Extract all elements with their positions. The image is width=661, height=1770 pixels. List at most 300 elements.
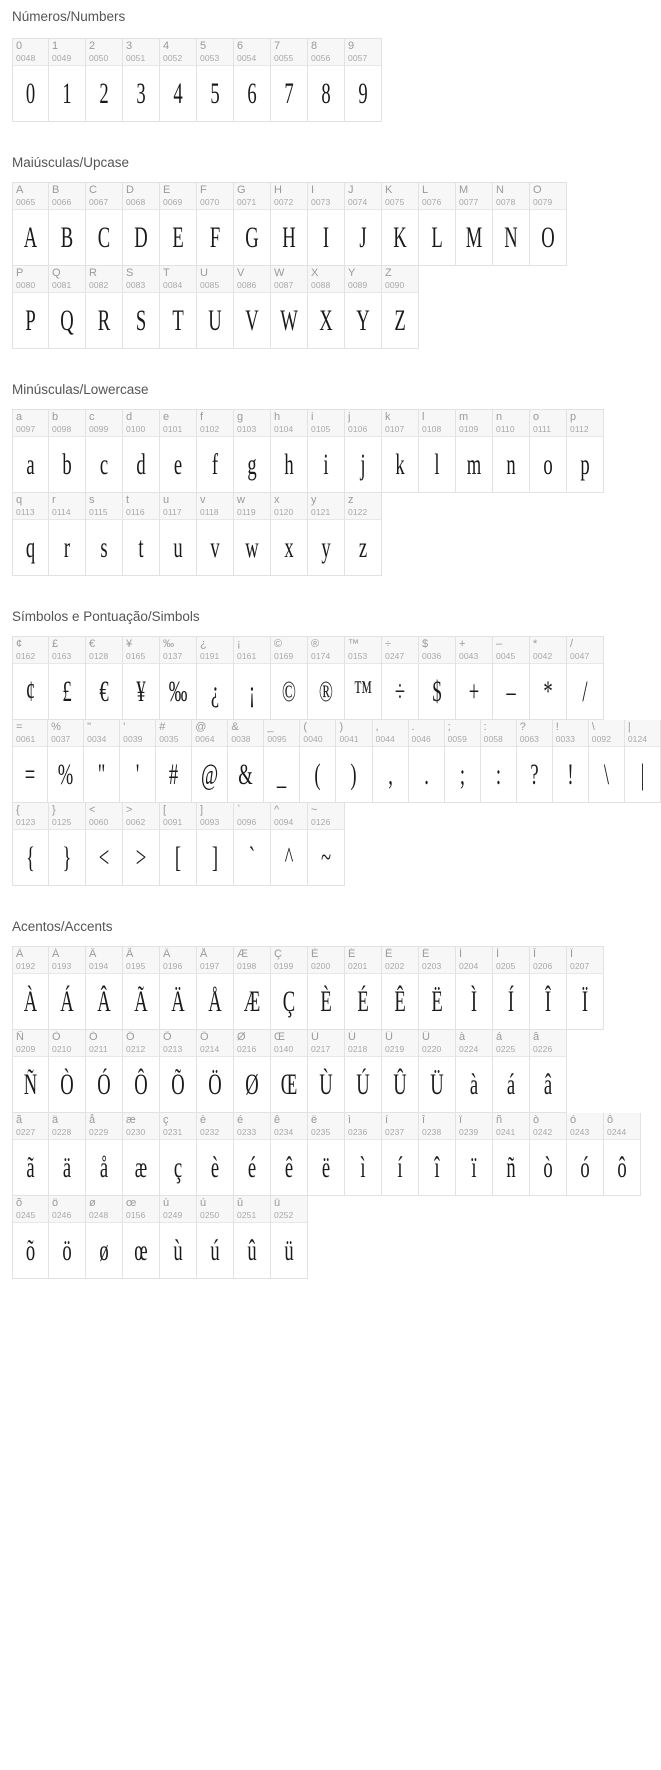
glyph-character-label: _ [267, 721, 274, 733]
glyph-preview: c [99, 447, 109, 481]
glyph-cell[interactable] [308, 803, 345, 886]
glyph-character-label: ¢ [16, 638, 23, 650]
glyph-cell-header [345, 410, 381, 437]
glyph-cell[interactable] [12, 1030, 49, 1113]
glyph-cell[interactable] [197, 1196, 234, 1279]
glyph-cell[interactable] [160, 38, 197, 122]
glyph-cell-header [553, 720, 588, 747]
glyph-cell[interactable] [567, 636, 604, 720]
glyph-cell[interactable] [234, 1113, 271, 1196]
glyph-cell-header [160, 1196, 196, 1223]
glyph-cell[interactable] [49, 409, 86, 493]
glyph-cell-header [456, 410, 492, 437]
glyph-cell[interactable] [234, 636, 271, 720]
glyph-preview: " [97, 757, 106, 791]
glyph-code-label: 0117 [163, 507, 182, 517]
glyph-code-label: 0084 [163, 280, 183, 290]
glyph-code-label: 0053 [200, 53, 220, 63]
glyph-code-label: 0236 [348, 1127, 368, 1137]
glyph-preview: E [172, 220, 184, 254]
glyph-code-label: 0124 [627, 734, 648, 744]
glyph-cell-header [493, 637, 529, 664]
glyph-preview: Å [208, 984, 222, 1018]
glyph-cell[interactable] [197, 493, 234, 576]
glyph-preview: [ [174, 840, 182, 874]
glyph-code-label: 0102 [200, 424, 220, 434]
glyph-cell[interactable] [86, 493, 123, 576]
glyph-cell[interactable] [197, 946, 234, 1030]
glyph-cell[interactable] [345, 493, 382, 576]
glyph-character-label: x [274, 494, 280, 506]
glyph-cell[interactable] [419, 182, 456, 266]
glyph-grid [0, 938, 661, 1279]
glyph-cell[interactable] [123, 636, 160, 720]
glyph-cell[interactable] [160, 266, 197, 349]
glyph-cell[interactable] [86, 1030, 123, 1113]
glyph-cell[interactable] [271, 38, 308, 122]
glyph-character-label: C [89, 184, 97, 196]
glyph-cell[interactable] [123, 409, 160, 493]
glyph-code-label: 0057 [348, 53, 368, 63]
glyph-preview: ; [459, 757, 465, 791]
glyph-code-label: 0128 [89, 651, 109, 661]
glyph-cell[interactable] [123, 1113, 160, 1196]
glyph-character-label: p [570, 411, 577, 423]
glyph-preview: o [543, 447, 553, 481]
glyph-cell[interactable] [197, 636, 234, 720]
glyph-cell[interactable] [12, 493, 49, 576]
glyph-cell[interactable] [456, 182, 493, 266]
glyph-cell-header [86, 1196, 122, 1223]
glyph-cell[interactable] [12, 1196, 49, 1279]
glyph-cell-header [625, 720, 660, 747]
glyph-cell[interactable] [120, 720, 156, 803]
glyph-cell[interactable] [234, 946, 271, 1030]
glyph-cell[interactable] [234, 493, 271, 576]
glyph-preview: ü [284, 1233, 294, 1267]
glyph-cell[interactable] [192, 720, 228, 803]
glyph-cell[interactable] [382, 946, 419, 1030]
glyph-code-label: 0099 [89, 424, 109, 434]
glyph-cell[interactable] [49, 266, 86, 349]
glyph-preview: r [63, 530, 71, 564]
glyph-section [0, 886, 661, 1279]
section-spacer [0, 349, 661, 379]
glyph-preview: { [26, 840, 35, 874]
glyph-character-label: o [533, 411, 540, 423]
glyph-character-label: A [16, 184, 24, 196]
glyph-preview: É [357, 984, 369, 1018]
glyph-character-label: 2 [89, 40, 96, 52]
glyph-character-label: Ü [422, 1031, 430, 1043]
glyph-cell[interactable] [382, 636, 419, 720]
glyph-cell[interactable] [271, 409, 308, 493]
glyph-cell[interactable] [49, 946, 86, 1030]
glyph-cell[interactable] [123, 182, 160, 266]
glyph-cell[interactable] [234, 409, 271, 493]
glyph-character-label: œ [126, 1197, 137, 1209]
glyph-preview: ] [211, 840, 219, 874]
glyph-cell-header [160, 1030, 196, 1057]
glyph-character-label: } [52, 804, 56, 816]
glyph-character-label: Ë [422, 948, 430, 960]
glyph-cell[interactable] [308, 1030, 345, 1113]
glyph-cell[interactable] [382, 1113, 419, 1196]
glyph-cell[interactable] [86, 38, 123, 122]
glyph-preview: ¿ [210, 674, 220, 708]
glyph-code-label: 0077 [459, 197, 479, 207]
glyph-code-label: 0034 [87, 734, 107, 744]
glyph-code-label: 0122 [348, 507, 368, 517]
glyph-cell[interactable] [271, 1196, 308, 1279]
glyph-cell-header [530, 1030, 566, 1057]
glyph-cell-header [271, 493, 307, 520]
glyph-cell-header [271, 1030, 307, 1057]
glyph-preview: ( [314, 757, 322, 791]
glyph-cell[interactable] [86, 1196, 123, 1279]
glyph-cell[interactable] [271, 803, 308, 886]
glyph-character-label: z [348, 494, 354, 506]
glyph-code-label: 0088 [311, 280, 331, 290]
glyph-preview: Á [60, 984, 74, 1018]
glyph-character-label: 5 [200, 40, 207, 52]
glyph-cell[interactable] [197, 182, 234, 266]
glyph-cell[interactable] [308, 38, 345, 122]
glyph-cell-header [123, 803, 159, 830]
glyph-character-label: 8 [311, 40, 318, 52]
glyph-cell[interactable] [271, 182, 308, 266]
glyph-cell[interactable] [589, 720, 625, 803]
glyph-cell[interactable] [567, 409, 604, 493]
glyph-preview: ê [284, 1150, 294, 1184]
glyph-cell[interactable] [48, 720, 84, 803]
glyph-cell[interactable] [49, 1030, 86, 1113]
glyph-cell[interactable] [84, 720, 120, 803]
glyph-cell[interactable] [308, 1113, 345, 1196]
glyph-cell[interactable] [86, 636, 123, 720]
glyph-code-label: 0219 [385, 1044, 405, 1054]
glyph-character-label: c [89, 411, 95, 423]
glyph-cell[interactable] [345, 1030, 382, 1113]
glyph-cell[interactable] [345, 182, 382, 266]
glyph-cell[interactable] [308, 946, 345, 1030]
glyph-cell[interactable] [12, 636, 49, 720]
glyph-cell[interactable] [197, 38, 234, 122]
glyph-cell[interactable] [553, 720, 589, 803]
glyph-cell-header [445, 720, 480, 747]
glyph-cell[interactable] [530, 1030, 567, 1113]
glyph-cell[interactable] [300, 720, 336, 803]
glyph-character-label: 1 [52, 40, 59, 52]
glyph-cell[interactable] [530, 1113, 567, 1196]
glyph-character-label: T [163, 267, 170, 279]
glyph-character-label: ) [339, 721, 344, 733]
glyph-cell[interactable] [49, 803, 86, 886]
glyph-cell[interactable] [456, 1030, 493, 1113]
glyph-row [12, 636, 661, 720]
glyph-cell[interactable] [271, 1113, 308, 1196]
glyph-cell[interactable] [86, 803, 123, 886]
glyph-cell-header [271, 803, 307, 830]
glyph-cell[interactable] [308, 266, 345, 349]
glyph-preview: | [640, 757, 645, 791]
glyph-cell[interactable] [49, 636, 86, 720]
glyph-cell[interactable] [604, 1113, 641, 1196]
glyph-cell-header [456, 947, 492, 974]
section-title: Números/Numbers [12, 9, 126, 25]
glyph-cell[interactable] [373, 720, 409, 803]
glyph-character-label: Ç [274, 948, 282, 960]
glyph-cell[interactable] [49, 493, 86, 576]
glyph-cell[interactable] [160, 1196, 197, 1279]
glyph-preview: – [506, 674, 516, 708]
glyph-cell[interactable] [234, 1196, 271, 1279]
glyph-cell[interactable] [456, 636, 493, 720]
glyph-cell[interactable] [481, 720, 517, 803]
glyph-cell-header [197, 803, 233, 830]
glyph-cell[interactable] [123, 1030, 160, 1113]
glyph-cell[interactable] [419, 1030, 456, 1113]
glyph-cell[interactable] [234, 182, 271, 266]
glyph-cell[interactable] [160, 803, 197, 886]
glyph-cell[interactable] [493, 1030, 530, 1113]
glyph-character-label: D [126, 184, 134, 196]
glyph-cell-header [234, 1030, 270, 1057]
glyph-cell[interactable] [530, 946, 567, 1030]
glyph-cell[interactable] [382, 266, 419, 349]
glyph-cell[interactable] [156, 720, 192, 803]
glyph-cell[interactable] [49, 1113, 86, 1196]
glyph-cell[interactable] [345, 266, 382, 349]
glyph-cell[interactable] [419, 1113, 456, 1196]
glyph-cell[interactable] [234, 1030, 271, 1113]
glyph-cell[interactable] [12, 720, 48, 803]
glyph-cell[interactable] [197, 1030, 234, 1113]
glyph-cell[interactable] [160, 493, 197, 576]
glyph-preview: h [284, 447, 294, 481]
glyph-cell-header [382, 637, 418, 664]
glyph-cell-header [345, 266, 381, 293]
glyph-preview: R [97, 303, 111, 337]
glyph-cell[interactable] [234, 803, 271, 886]
glyph-cell[interactable] [123, 493, 160, 576]
glyph-cell[interactable] [123, 803, 160, 886]
glyph-cell-header [308, 410, 344, 437]
glyph-cell[interactable] [86, 266, 123, 349]
glyph-cell[interactable] [197, 803, 234, 886]
glyph-cell[interactable] [271, 266, 308, 349]
glyph-cell[interactable] [345, 636, 382, 720]
glyph-cell[interactable] [271, 946, 308, 1030]
glyph-character-label: F [200, 184, 207, 196]
glyph-code-label: 0069 [163, 197, 183, 207]
glyph-cell-header [123, 493, 159, 520]
glyph-cell[interactable] [271, 1030, 308, 1113]
glyph-cell[interactable] [530, 409, 567, 493]
glyph-cell[interactable] [49, 38, 86, 122]
glyph-cell[interactable] [419, 409, 456, 493]
glyph-cell[interactable] [12, 1113, 49, 1196]
glyph-preview: 3 [136, 76, 146, 110]
glyph-cell[interactable] [12, 266, 49, 349]
glyph-cell[interactable] [345, 1113, 382, 1196]
glyph-cell[interactable] [336, 720, 372, 803]
glyph-cell[interactable] [567, 1113, 604, 1196]
glyph-cell[interactable] [382, 1030, 419, 1113]
glyph-cell-header [86, 803, 122, 830]
glyph-row [12, 946, 661, 1030]
glyph-preview: m [466, 447, 482, 481]
glyph-cell-header [567, 410, 603, 437]
glyph-character-label: ® [311, 638, 320, 650]
glyph-code-label: 0202 [385, 961, 405, 971]
glyph-cell[interactable] [382, 182, 419, 266]
glyph-cell[interactable] [530, 182, 567, 266]
glyph-cell[interactable] [345, 38, 382, 122]
glyph-cell[interactable] [445, 720, 481, 803]
glyph-character-label: ¥ [126, 638, 133, 650]
glyph-row [12, 38, 661, 122]
glyph-cell[interactable] [197, 266, 234, 349]
glyph-cell-header [419, 947, 455, 974]
glyph-cell[interactable] [382, 409, 419, 493]
glyph-cell[interactable] [123, 1196, 160, 1279]
glyph-cell[interactable] [271, 493, 308, 576]
glyph-cell[interactable] [567, 946, 604, 1030]
glyph-cell[interactable] [264, 720, 300, 803]
glyph-cell[interactable] [409, 720, 445, 803]
glyph-cell[interactable] [345, 946, 382, 1030]
glyph-character-label: Q [52, 267, 61, 279]
glyph-code-label: 0076 [422, 197, 442, 207]
glyph-cell-header [336, 720, 371, 747]
glyph-cell[interactable] [160, 182, 197, 266]
glyph-cell[interactable] [123, 266, 160, 349]
glyph-cell[interactable] [160, 1113, 197, 1196]
glyph-cell[interactable] [625, 720, 661, 803]
glyph-character-label: Æ [237, 948, 248, 960]
glyph-cell[interactable] [160, 1030, 197, 1113]
glyph-cell[interactable] [308, 636, 345, 720]
glyph-cell[interactable] [12, 38, 49, 122]
glyph-preview: œ [134, 1233, 148, 1267]
glyph-cell[interactable] [86, 182, 123, 266]
glyph-cell-header [604, 1113, 640, 1140]
glyph-code-label: 0101 [163, 424, 183, 434]
glyph-cell-header [308, 803, 344, 830]
glyph-cell-header [123, 183, 159, 210]
glyph-cell-header [234, 183, 270, 210]
glyph-code-label: 0161 [237, 651, 257, 661]
glyph-cell[interactable] [12, 946, 49, 1030]
glyph-cell[interactable] [419, 946, 456, 1030]
glyph-character-label: Ó [89, 1031, 98, 1043]
glyph-cell[interactable] [530, 636, 567, 720]
glyph-cell-header [382, 183, 418, 210]
glyph-cell[interactable] [308, 182, 345, 266]
glyph-cell[interactable] [234, 38, 271, 122]
glyph-cell[interactable] [271, 636, 308, 720]
glyph-code-label: 0044 [375, 734, 395, 744]
glyph-code-label: 0112 [570, 424, 589, 434]
glyph-cell[interactable] [123, 946, 160, 1030]
glyph-code-label: 0235 [311, 1127, 331, 1137]
glyph-character-label: y [311, 494, 317, 506]
glyph-cell[interactable] [49, 182, 86, 266]
glyph-code-label: 0082 [89, 280, 109, 290]
glyph-cell[interactable] [308, 409, 345, 493]
glyph-cell[interactable] [49, 1196, 86, 1279]
glyph-code-label: 0050 [89, 53, 109, 63]
glyph-cell[interactable] [86, 1113, 123, 1196]
glyph-cell-header [271, 637, 307, 664]
glyph-cell[interactable] [456, 946, 493, 1030]
glyph-cell-header [49, 39, 85, 66]
glyph-cell[interactable] [308, 493, 345, 576]
glyph-code-label: 0232 [200, 1127, 220, 1137]
glyph-cell[interactable] [456, 1113, 493, 1196]
glyph-preview: H [282, 220, 296, 254]
glyph-cell[interactable] [228, 720, 264, 803]
glyph-code-label: 0234 [274, 1127, 294, 1137]
glyph-cell[interactable] [12, 409, 49, 493]
glyph-cell-header [49, 183, 85, 210]
glyph-cell[interactable] [12, 182, 49, 266]
section-spacer [0, 122, 661, 152]
glyph-cell[interactable] [419, 636, 456, 720]
glyph-character-label: E [163, 184, 171, 196]
glyph-cell-header [123, 1113, 159, 1140]
glyph-cell-header [517, 720, 552, 747]
glyph-cell[interactable] [517, 720, 553, 803]
glyph-cell[interactable] [86, 409, 123, 493]
glyph-preview: ~ [320, 840, 332, 874]
glyph-cell[interactable] [123, 38, 160, 122]
glyph-cell[interactable] [456, 409, 493, 493]
glyph-preview: á [506, 1067, 516, 1101]
glyph-cell[interactable] [12, 803, 49, 886]
glyph-cell[interactable] [493, 182, 530, 266]
glyph-character-label: n [496, 411, 503, 423]
glyph-cell[interactable] [160, 636, 197, 720]
glyph-cell[interactable] [160, 946, 197, 1030]
glyph-cell[interactable] [160, 409, 197, 493]
glyph-cell[interactable] [493, 1113, 530, 1196]
glyph-code-label: 0111 [533, 424, 552, 434]
glyph-code-label: 0162 [16, 651, 36, 661]
glyph-cell[interactable] [197, 409, 234, 493]
glyph-preview: ñ [506, 1150, 516, 1184]
glyph-cell[interactable] [493, 946, 530, 1030]
glyph-cell[interactable] [493, 409, 530, 493]
glyph-cell[interactable] [345, 409, 382, 493]
glyph-cell-header [86, 266, 122, 293]
glyph-section [0, 0, 661, 122]
glyph-cell[interactable] [234, 266, 271, 349]
glyph-cell-header [419, 637, 455, 664]
glyph-character-label: â [533, 1031, 540, 1043]
glyph-cell[interactable] [197, 1113, 234, 1196]
glyph-cell-header [308, 637, 344, 664]
glyph-cell-header [160, 803, 196, 830]
glyph-cell-header [49, 1113, 85, 1140]
glyph-cell-header [456, 183, 492, 210]
glyph-cell-header [197, 1113, 233, 1140]
glyph-cell[interactable] [493, 636, 530, 720]
glyph-code-label: 0201 [348, 961, 368, 971]
glyph-preview: õ [25, 1233, 36, 1267]
glyph-cell[interactable] [86, 946, 123, 1030]
